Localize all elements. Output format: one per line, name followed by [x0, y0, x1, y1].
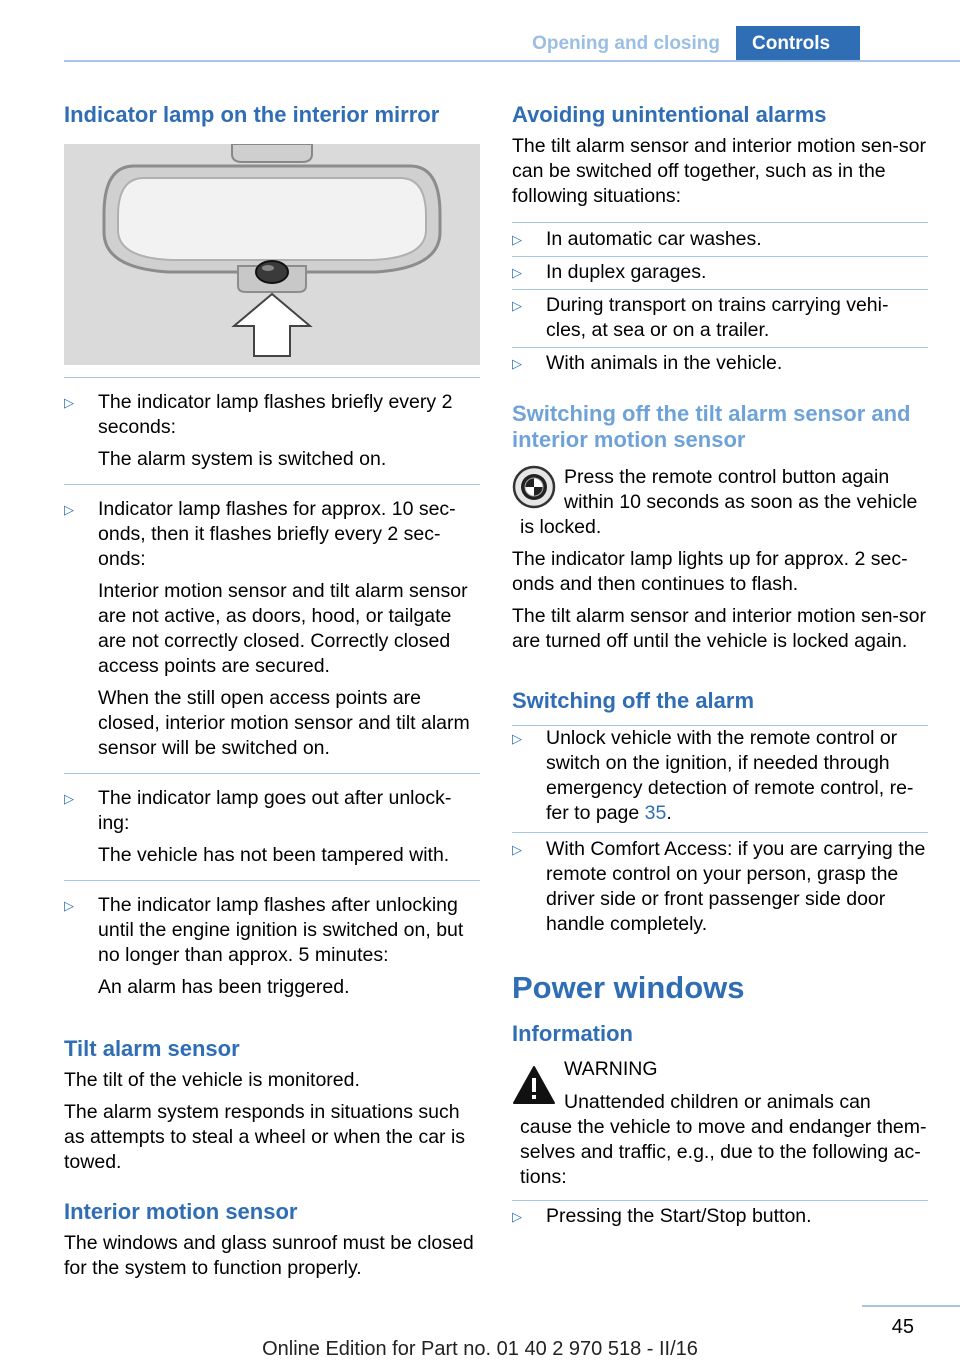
header-rule: [64, 60, 960, 62]
bullet-separator: [512, 289, 928, 290]
footer-rule: [862, 1305, 960, 1307]
indicator-heading: Indicator lamp on the interior mirror: [64, 102, 440, 127]
right-column: [512, 100, 928, 1229]
tilt-heading: Tilt alarm sensor: [64, 1036, 240, 1061]
warning-block: [512, 1057, 928, 1190]
bullet-triangle-icon: ▷: [64, 502, 74, 517]
bullet-triangle-icon: ▷: [512, 232, 522, 247]
bullet-triangle-icon: ▷: [512, 731, 522, 746]
page-reference-link[interactable]: 35: [644, 802, 667, 824]
page-number: 45: [891, 1316, 914, 1338]
mirror-illustration: [64, 144, 480, 365]
list-item: ▷ Pressing the Start/Stop button.: [512, 1205, 812, 1227]
bullet-separator: [512, 1200, 928, 1201]
remote-block: [512, 465, 928, 540]
section-tab[interactable]: Opening and closing: [506, 26, 736, 62]
list-item: ▷ The indicator lamp flashes briefly every 2 seconds: The alarm system is switched on.: [64, 391, 453, 470]
bullet-triangle-icon: ▷: [64, 395, 74, 410]
bullet-triangle-icon: ▷: [512, 298, 522, 313]
switch-tilt-paragraph: Press the remote control button again within 10 seconds as soon as the vehicle is locked.: [520, 466, 918, 538]
list-item: ▷ Unlock vehicle with the remote control or switch on the ignition, if needed through emergency detection of remote control, re‐fer to page 35.: [512, 727, 914, 824]
warning-text: Unattended children or animals can cause the vehicle to move and endanger them‐selves and traffic, e.g., due to the following ac‐tions:: [520, 1091, 927, 1188]
chapter-tab[interactable]: Controls: [736, 26, 860, 62]
warning-icon: [512, 1065, 556, 1105]
bullet-separator: [512, 347, 928, 348]
page-header: [0, 0, 960, 62]
bullet-triangle-icon: ▷: [512, 1209, 522, 1224]
bullet-separator: [64, 484, 480, 485]
list-item: ▷ During transport on trains carrying vehi‐cles, at sea or on a trailer.: [512, 294, 889, 341]
switch-tilt-paragraph: The indicator lamp lights up for approx. 2 sec‐onds and then continues to flash.: [512, 548, 908, 595]
interior-paragraph: The windows and glass sunroof must be closed for the system to function properly.: [64, 1232, 474, 1279]
bullet-separator: [512, 256, 928, 257]
list-item: ▷ In automatic car washes.: [512, 228, 762, 250]
list-item: ▷ With Comfort Access: if you are carrying the remote control on your person, grasp the driver side or front passenger side door handle completely.: [512, 838, 926, 935]
switch-tilt-paragraph: The tilt alarm sensor and interior motion sen‐sor are turned off until the vehicle is locked again.: [512, 605, 927, 652]
warning-label: WARNING: [564, 1058, 658, 1080]
switch-alarm-heading: Switching off the alarm: [512, 688, 755, 713]
edition-footer: Online Edition for Part no. 01 40 2 970 518 - II/16: [262, 1338, 698, 1360]
bullet-separator: [512, 222, 928, 223]
power-windows-heading: Power windows: [512, 970, 745, 1005]
switch-tilt-heading: Switching off the tilt alarm sensor and interior motion sensor: [512, 401, 911, 452]
bullet-triangle-icon: ▷: [512, 842, 522, 857]
interior-heading: Interior motion sensor: [64, 1199, 298, 1224]
avoid-paragraph: The tilt alarm sensor and interior motion sen‐sor can be switched off together, such as in the following situations:: [512, 135, 927, 207]
list-item: ▷ The indicator lamp goes out after unlock‐ing: The vehicle has not been tampered with.: [64, 787, 452, 866]
tilt-paragraph: The tilt of the vehicle is monitored.: [64, 1069, 360, 1091]
bullet-separator: [64, 377, 480, 378]
bullet-triangle-icon: ▷: [512, 356, 522, 371]
list-item: ▷ In duplex garages.: [512, 261, 707, 283]
bullet-separator: [64, 773, 480, 774]
bullet-triangle-icon: ▷: [64, 791, 74, 806]
list-item: ▷ The indicator lamp flashes after unlocking until the engine ignition is switched on, but no longer than approx. 5 minutes: An alarm has been triggered.: [64, 894, 464, 998]
bullet-triangle-icon: ▷: [64, 898, 74, 913]
list-item: ▷ Indicator lamp flashes for approx. 10 sec‐onds, then it flashes briefly every 2 sec‐onds: Interior motion sensor and tilt alarm sensor are not active, as doors, hood, or tailgate are not correctly closed. Correctly closed access points are secured. When the still open access points are closed, interior motion sensor and tilt alarm sensor will be switched on.: [64, 498, 470, 759]
tilt-paragraph: The alarm system responds in situations such as attempts to steal a wheel or when the car is towed.: [64, 1101, 466, 1173]
left-column: [64, 100, 480, 1281]
information-heading: Information: [512, 1021, 633, 1046]
bullet-triangle-icon: ▷: [512, 265, 522, 280]
remote-key-icon: [512, 465, 556, 509]
list-item: ▷ With animals in the vehicle.: [512, 352, 783, 374]
bullet-separator: [64, 880, 480, 881]
avoid-heading: Avoiding unintentional alarms: [512, 102, 827, 127]
bullet-separator: [512, 832, 928, 833]
